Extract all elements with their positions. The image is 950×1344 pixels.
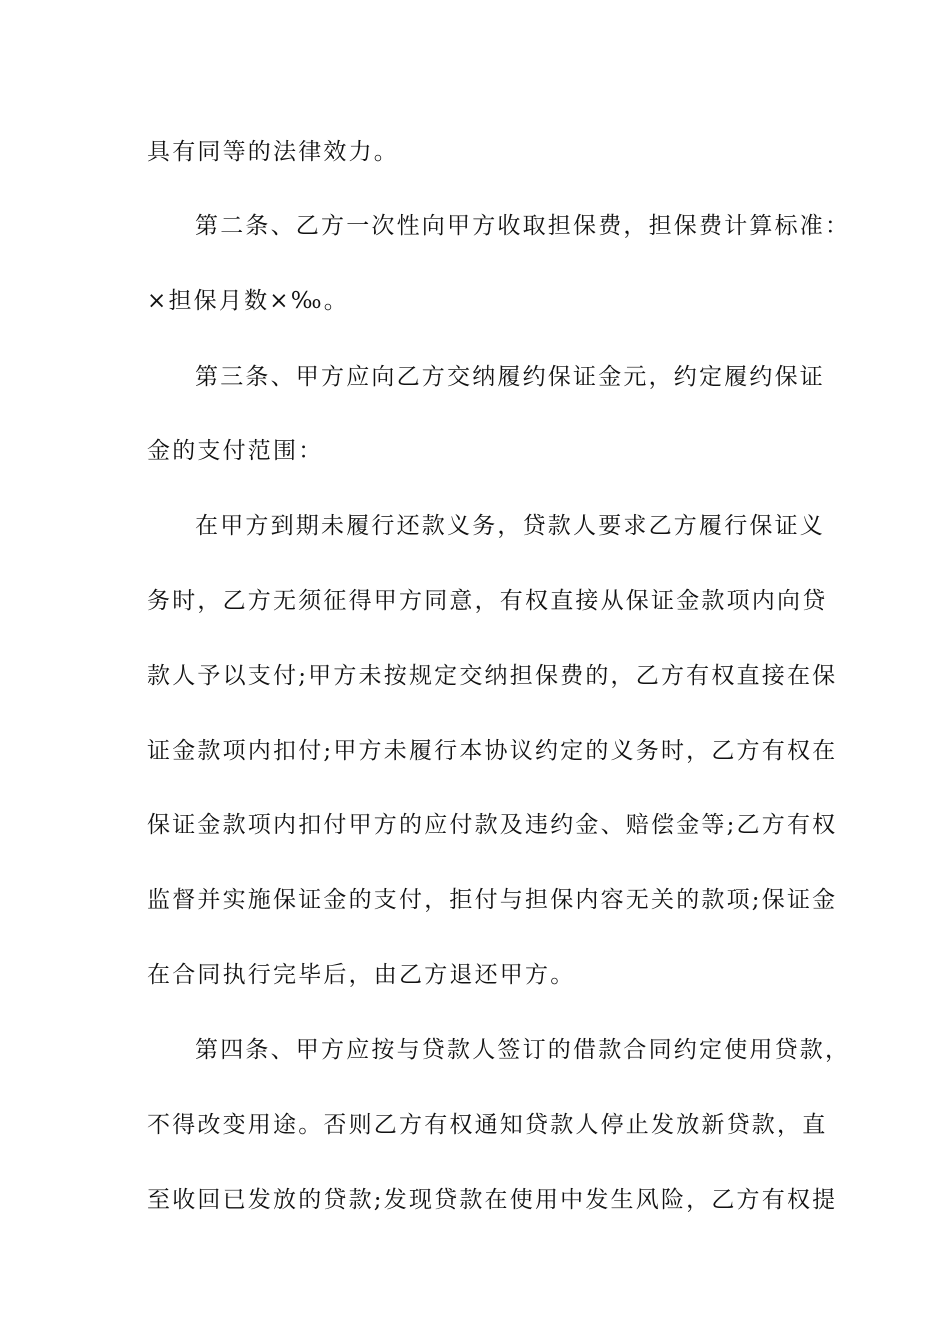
text-line-4: 第三条、甲方应向乙方交纳履约保证金元，约定履约保证 <box>195 364 825 390</box>
text-line-10: 保证金款项内扣付甲方的应付款及违约金、赔偿金等;乙方有权 <box>147 812 838 838</box>
text-line-2: 第二条、乙方一次性向甲方收取担保费，担保费计算标准： <box>195 213 851 239</box>
text-line-13: 第四条、甲方应按与贷款人签订的借款合同约定使用贷款， <box>195 1037 851 1063</box>
text-line-6: 在甲方到期未履行还款义务，贷款人要求乙方履行保证义 <box>195 513 825 539</box>
text-line-5: 金的支付范围： <box>147 438 324 464</box>
text-line-12: 在合同执行完毕后，由乙方退还甲方。 <box>147 962 576 988</box>
text-line-3: ×担保月数×‰。 <box>147 288 350 314</box>
text-line-15: 至收回已发放的贷款;发现贷款在使用中发生风险，乙方有权提 <box>147 1187 838 1213</box>
text-line-7: 务时，乙方无须征得甲方同意，有权直接从保证金款项内向贷 <box>147 588 828 614</box>
text-line-1: 具有同等的法律效力。 <box>147 139 399 165</box>
text-line-14: 不得改变用途。否则乙方有权通知贷款人停止发放新贷款，直 <box>147 1112 828 1138</box>
text-line-8: 款人予以支付;甲方未按规定交纳担保费的，乙方有权直接在保 <box>147 663 838 689</box>
text-line-9: 证金款项内扣付;甲方未履行本协议约定的义务时，乙方有权在 <box>147 738 838 764</box>
text-line-11: 监督并实施保证金的支付，拒付与担保内容无关的款项;保证金 <box>147 887 838 913</box>
